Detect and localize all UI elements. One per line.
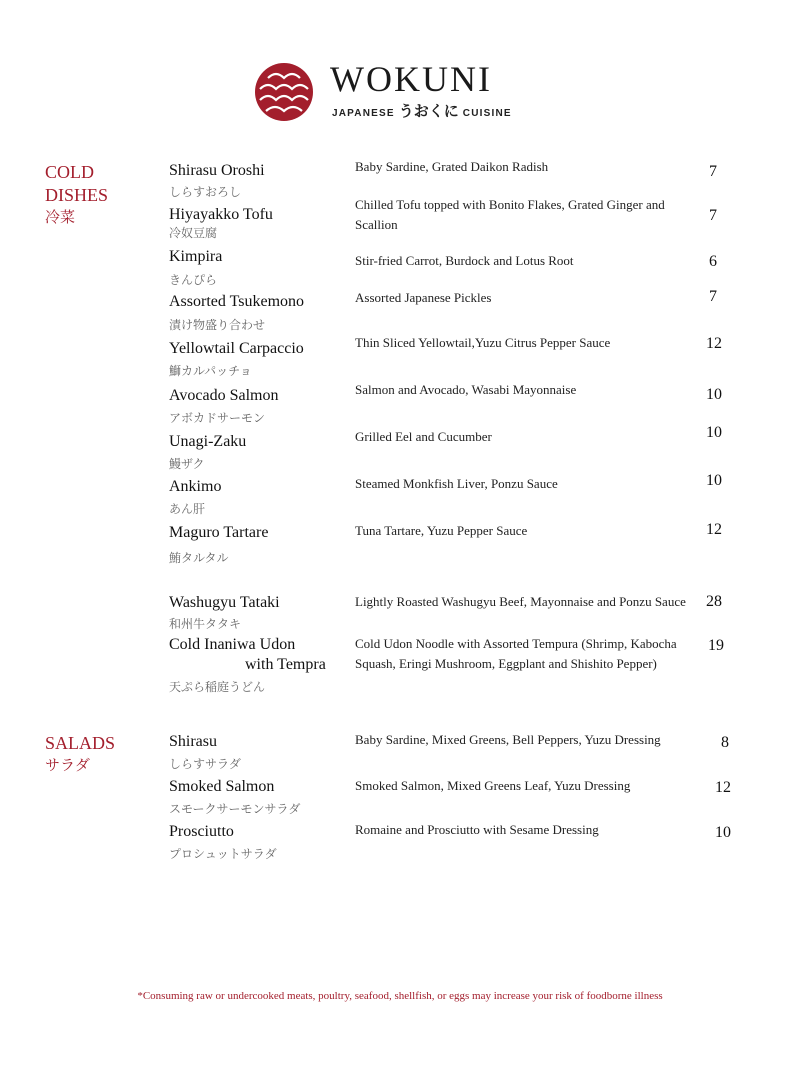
brand-tagline [332,100,512,121]
item-name: Shirasu Oroshi [169,162,265,179]
item-price: 10 [706,472,722,489]
scale-pattern-logo-icon [254,62,314,122]
item-description: Baby Sardine, Mixed Greens, Bell Peppers, Yuzu Dressing [355,732,661,747]
item-price: 10 [706,424,722,441]
item-price: 12 [706,521,722,538]
item-name-jp: あん肝 [169,502,206,516]
item-name-jp: プロシュットサラダ [169,847,277,861]
item-name-jp: 鰻ザク [169,457,205,471]
brand-name: WOKUNI [330,59,492,99]
item-name: Maguro Tartare [169,524,269,541]
item-name-line-2: with Tempra [245,656,326,673]
item-description: Grilled Eel and Cucumber [355,429,492,444]
item-name: Assorted Tsukemono [169,293,305,310]
item-name: Shirasu [169,733,217,750]
item-description: Stir-fried Carrot, Burdock and Lotus Root [355,253,574,268]
item-description: Baby Sardine, Grated Daikon Radish [355,159,549,174]
item-price: 12 [715,779,731,796]
item-name-jp: 鮪タルタル [169,551,229,565]
item-price: 8 [721,734,729,751]
item-description: Tuna Tartare, Yuzu Pepper Sauce [355,523,528,538]
item-price: 28 [706,593,722,610]
item-name: Hiyayakko Tofu [169,206,273,223]
section-title-jp: サラダ [45,758,90,774]
item-description: Lightly Roasted Washugyu Beef, Mayonnaise and Ponzu Sauce [355,594,686,609]
item-name-jp: しらすサラダ [169,757,241,771]
item-name: Kimpira [169,248,223,265]
item-name-jp: きんぴら [169,273,218,287]
item-name: Avocado Salmon [169,387,279,404]
section-title-en: COLD [45,162,94,182]
item-name-jp: アボカドサーモン [169,411,266,425]
item-price: 7 [709,288,717,305]
item-name-jp: 鰤カルパッチョ [169,364,252,378]
tagline-left: JAPANESE [332,108,395,119]
item-description: Romaine and Prosciutto with Sesame Dressing [355,822,599,837]
item-name: Yellowtail Carpaccio [169,340,304,357]
item-price: 6 [709,253,717,270]
item-name-jp: しらすおろし [169,185,242,199]
item-description: Salmon and Avocado, Wasabi Mayonnaise [355,382,577,397]
item-name-jp: 漬け物盛り合わせ [169,318,266,332]
item-name: Washugyu Tataki [169,594,280,611]
item-name: Smoked Salmon [169,778,275,795]
item-price: 10 [706,386,722,403]
tagline-kana: うおくに [398,102,459,120]
wokuni-logo [254,60,534,122]
tagline-right: CUISINE [462,108,512,119]
item-name: Prosciutto [169,823,234,840]
item-name-jp: 和州牛タタキ [169,617,242,631]
item-description: Thin Sliced Yellowtail,Yuzu Citrus Pepper Sauce [355,335,611,350]
section-title-en-2: DISHES [45,185,109,205]
item-price: 19 [708,637,724,654]
item-name: Unagi-Zaku [169,433,247,450]
section-title-cold-dishes [45,161,108,230]
section-title-salads [45,732,115,778]
item-description: Cold Udon Noodle with Assorted Tempura (Shrimp, Kabocha Squash, Eringi Mushroom, Eggplant and Shishito Pepper) [355,636,677,671]
item-price: 7 [709,207,717,224]
item-name-jp: スモークサーモンサラダ [169,802,301,816]
item-price: 12 [706,335,722,352]
food-safety-disclaimer: *Consuming raw or undercooked meats, poultry, seafood, shellfish, or eggs may increase your risk of foodborne illness [137,990,663,1002]
item-name-jp: 天ぷら稲庭うどん [169,680,266,694]
item-name: Ankimo [169,478,222,495]
item-description: Assorted Japanese Pickles [355,290,492,305]
item-description: Steamed Monkfish Liver, Ponzu Sauce [355,476,558,491]
section-title-jp: 冷菜 [45,210,76,226]
item-description: Chilled Tofu topped with Bonito Flakes, Grated Ginger and Scallion [355,197,665,232]
item-price: 10 [715,824,731,841]
item-description: Smoked Salmon, Mixed Greens Leaf, Yuzu Dressing [355,778,631,793]
item-name: Cold Inaniwa Udon [169,636,296,653]
item-price: 7 [709,163,717,180]
section-title-en: SALADS [45,733,116,753]
item-name-jp: 冷奴豆腐 [169,226,218,240]
